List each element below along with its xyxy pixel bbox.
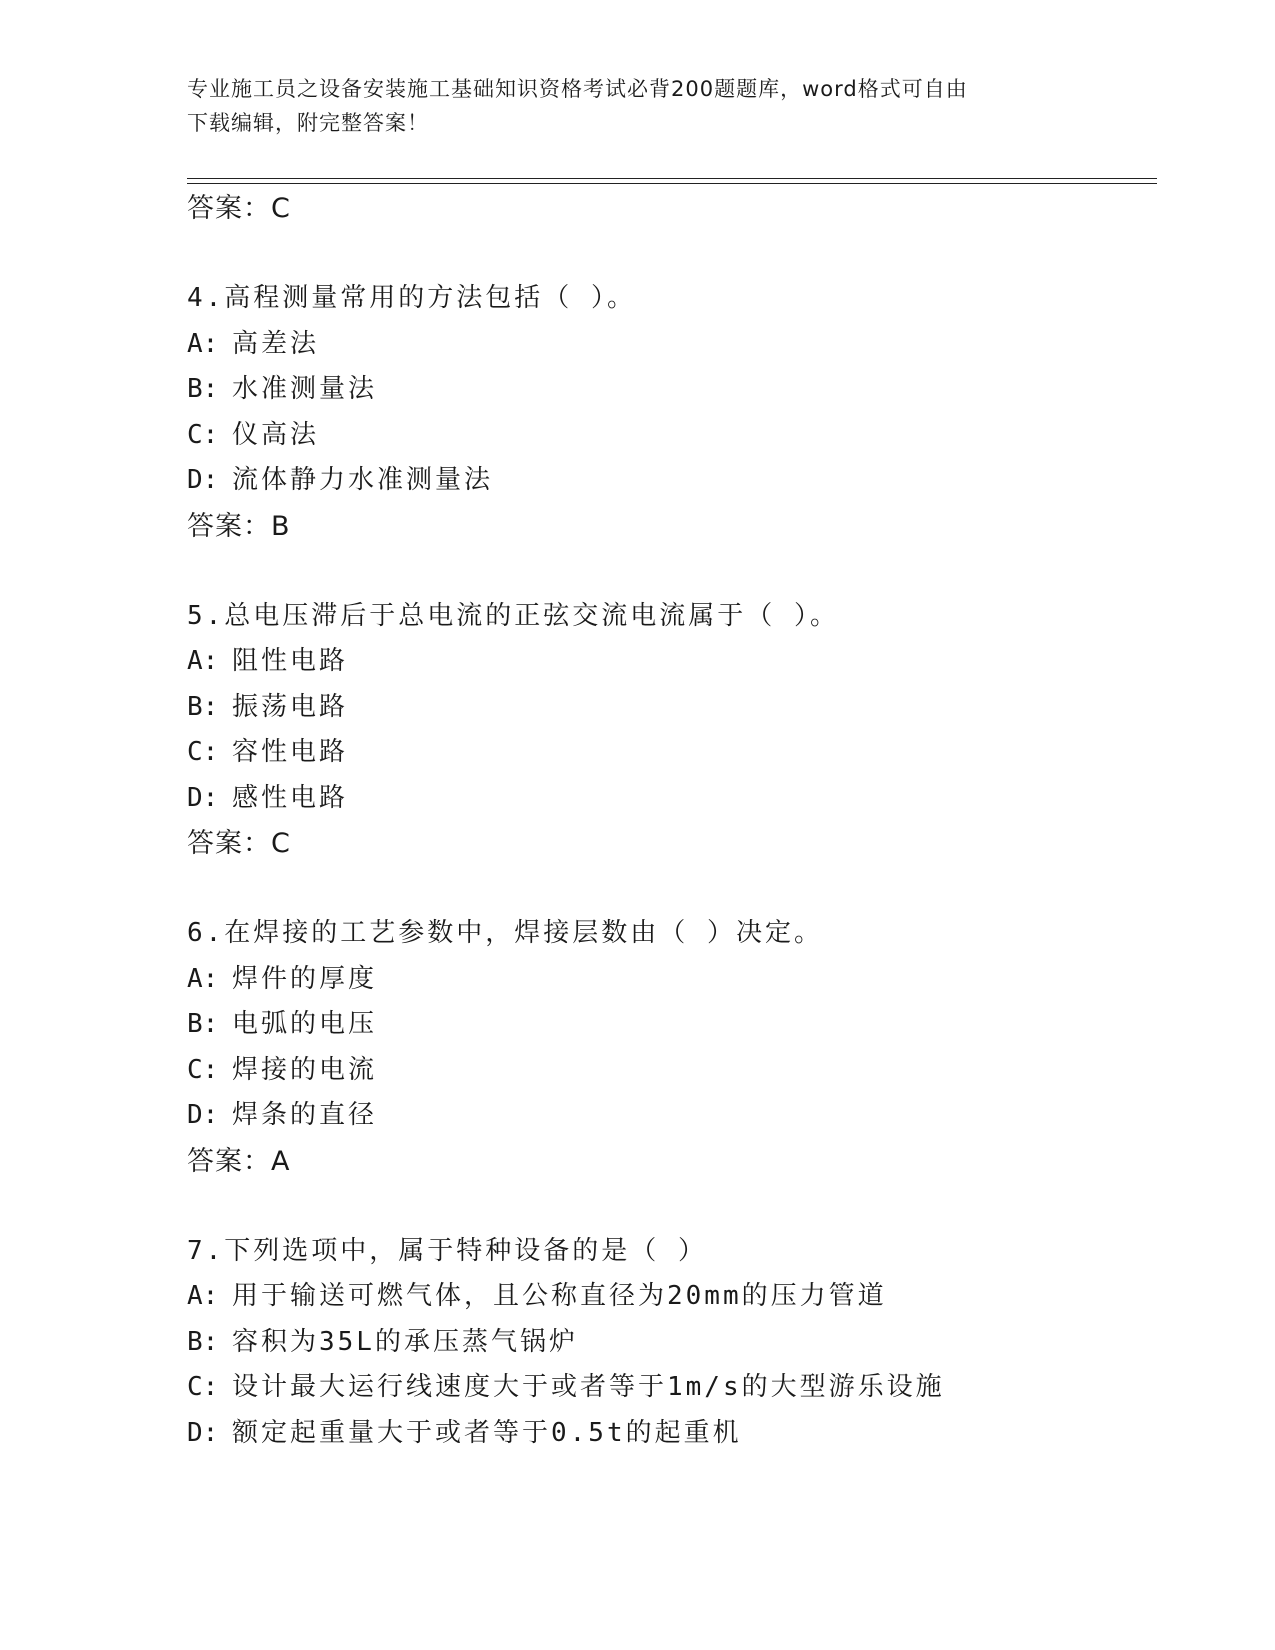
option-c	[187, 730, 1157, 776]
option-a	[187, 322, 1157, 368]
option-key: A:	[187, 1281, 219, 1311]
question-6	[187, 911, 1157, 1185]
option-c	[187, 1048, 1157, 1094]
header-line-2: 下载编辑，附完整答案！	[187, 111, 429, 135]
answer-q3: 答案：C	[187, 193, 291, 224]
option-key: B:	[187, 374, 219, 404]
answer-q4: 答案：B	[187, 510, 291, 542]
question-text: 6.在焊接的工艺参数中，焊接层数由（ ）决定。	[187, 918, 823, 948]
option-a	[187, 1274, 1157, 1320]
option-text: 容性电路	[232, 737, 349, 767]
option-a	[187, 639, 1157, 685]
option-text: 振荡电路	[232, 691, 349, 722]
question-7	[187, 1229, 1157, 1457]
option-key: C:	[187, 1372, 219, 1402]
option-key: A:	[187, 328, 219, 359]
option-b	[187, 1002, 1157, 1048]
option-key: C:	[187, 737, 219, 767]
option-text: 感性电路	[232, 782, 349, 813]
option-b	[187, 367, 1157, 413]
question-4	[187, 276, 1157, 550]
answer-q6: 答案：A	[187, 1145, 291, 1177]
option-key: A:	[187, 646, 219, 676]
header-rule-bottom	[187, 183, 1157, 184]
option-text: 容积为35L的承压蒸气锅炉	[232, 1326, 578, 1357]
question-list	[187, 186, 1157, 1456]
option-c	[187, 1365, 1157, 1411]
option-text: 流体静力水准测量法	[232, 465, 494, 495]
option-key: C:	[187, 419, 219, 450]
option-d	[187, 1411, 1157, 1457]
option-key: A:	[187, 963, 219, 994]
header-line-1: 专业施工员之设备安装施工基础知识资格考试必背200题题库，word格式可自由	[187, 77, 968, 101]
option-key: D:	[187, 1417, 219, 1448]
option-text: 高差法	[232, 328, 320, 359]
option-key: B:	[187, 691, 219, 722]
document-header	[187, 72, 1087, 140]
header-rule-top	[187, 178, 1157, 179]
option-text: 焊接的电流	[232, 1054, 378, 1085]
option-key: B:	[187, 1326, 219, 1357]
option-key: B:	[187, 1009, 219, 1039]
option-key: D:	[187, 465, 219, 495]
option-text: 用于输送可燃气体，且公称直径为20mm的压力管道	[232, 1281, 887, 1311]
option-d	[187, 776, 1157, 822]
option-b	[187, 685, 1157, 731]
option-key: D:	[187, 1100, 219, 1130]
option-text: 焊件的厚度	[232, 963, 378, 994]
option-text: 仪高法	[232, 419, 320, 450]
option-a	[187, 957, 1157, 1003]
option-b	[187, 1320, 1157, 1366]
option-text: 设计最大运行线速度大于或者等于1m/s的大型游乐设施	[232, 1372, 945, 1402]
option-text: 水准测量法	[232, 374, 378, 404]
option-key: D:	[187, 782, 219, 813]
option-d	[187, 1093, 1157, 1139]
option-text: 焊条的直径	[232, 1100, 378, 1130]
question-text: 7.下列选项中，属于特种设备的是（ ）	[187, 1235, 707, 1266]
question-text: 5.总电压滞后于总电流的正弦交流电流属于（ ）。	[187, 600, 839, 631]
option-d	[187, 458, 1157, 504]
question-text: 4.高程测量常用的方法包括（ ）。	[187, 283, 636, 313]
option-c	[187, 413, 1157, 459]
option-text: 电弧的电压	[232, 1009, 378, 1039]
option-text: 额定起重量大于或者等于0.5t的起重机	[232, 1417, 742, 1448]
answer-q5: 答案：C	[187, 828, 291, 859]
option-text: 阻性电路	[232, 646, 349, 676]
question-5	[187, 594, 1157, 868]
option-key: C:	[187, 1054, 219, 1085]
